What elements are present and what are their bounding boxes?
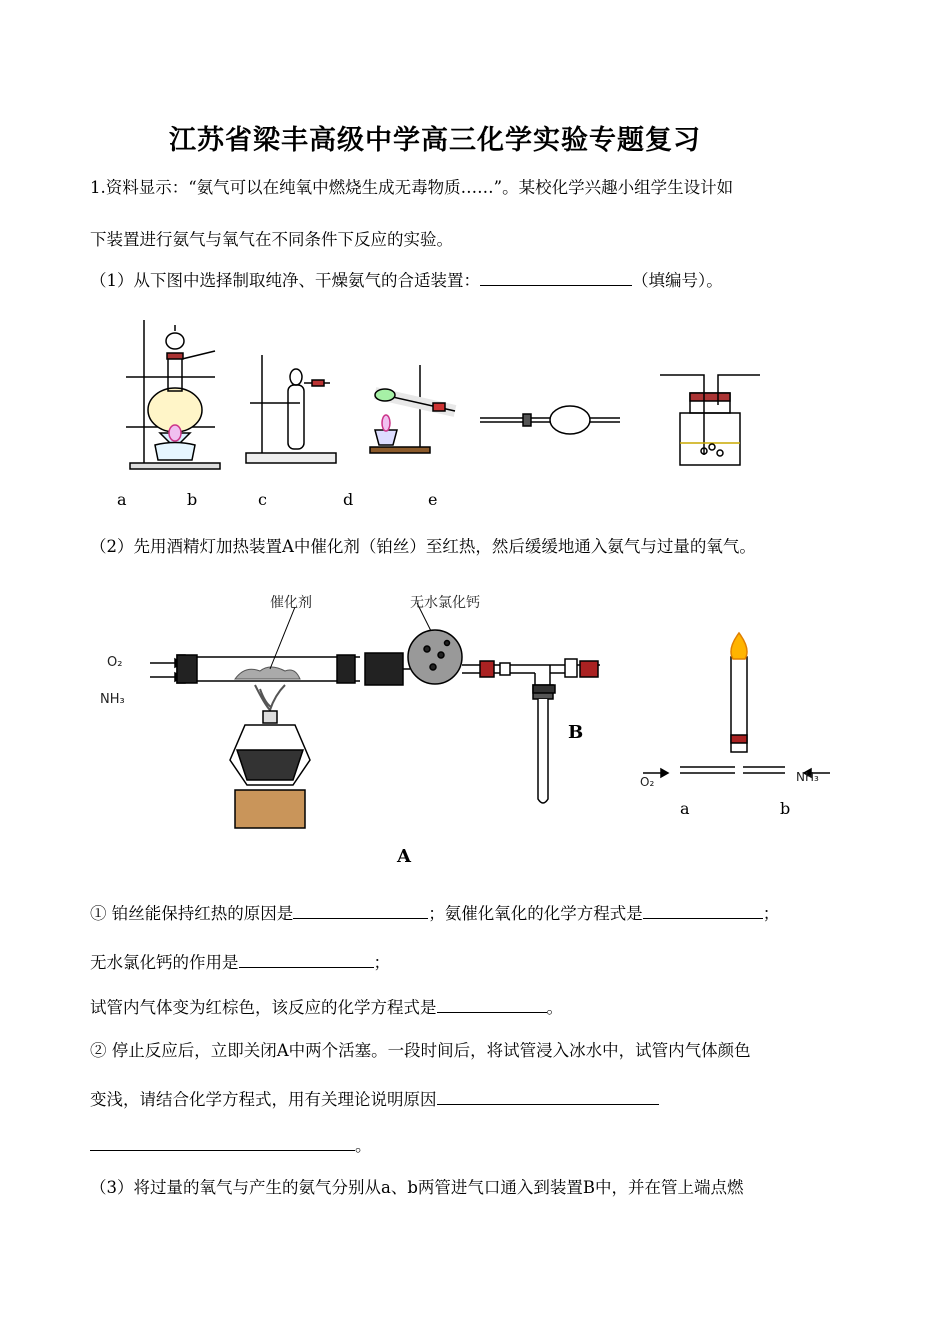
q1-p1-suffix: （填编号）。 <box>632 271 723 290</box>
apparatus-label-c: c <box>258 490 267 509</box>
answer-blank-2[interactable] <box>293 900 428 919</box>
question-1-part-1 <box>90 267 723 291</box>
question-1-part-2: （2）先用酒精灯加热装置A中催化剂（铂丝）至红热，然后缓缓地通入氨气与过量的氧气。 <box>90 537 756 556</box>
apparatus-label-e: e <box>428 490 438 509</box>
sub-question-2-line1: ② 停止反应后，立即关闭A中两个活塞。一段时间后，将试管浸入冰水中，试管内气体颜色 <box>90 1041 751 1060</box>
label-apparatus-A: A <box>397 846 411 867</box>
q1-p1-text: （1）从下图中选择制取纯净、干燥氨气的合适装置： <box>90 271 480 290</box>
label-anhydrous-cacl2: 无水氯化钙 <box>410 595 480 611</box>
sub-question-2-line2 <box>90 1086 659 1110</box>
label-catalyst: 催化剂 <box>270 595 312 611</box>
sub-question-red-brown <box>90 994 563 1018</box>
apparatus-c <box>370 365 455 453</box>
s1-text-c: ； <box>762 904 780 923</box>
sub-question-2-line3 <box>90 1132 372 1156</box>
apparatus-b <box>246 355 336 463</box>
question-1-part-3: （3）将过量的氧气与产生的氨气分别从a、b两管进气口通入到装置B中，并在管上端点燃 <box>90 1178 744 1197</box>
s3-text-a: 试管内气体变为红棕色，该反应的化学方程式是 <box>90 998 437 1017</box>
answer-blank-1[interactable] <box>480 267 632 286</box>
answer-blank-4[interactable] <box>239 949 374 968</box>
label-o2-inlet: O₂ <box>107 655 123 670</box>
apparatus-row-figure <box>120 315 780 480</box>
label-nh3-inlet: NH₃ <box>100 692 125 707</box>
s1-text-a: ① 铂丝能保持红热的原因是 <box>90 904 294 923</box>
label-apparatus-B: B <box>568 722 584 743</box>
page-title: 江苏省梁丰高级中学高三化学实验专题复习 <box>169 125 701 156</box>
sub-question-cacl2 <box>90 949 390 973</box>
answer-blank-5[interactable] <box>437 994 547 1013</box>
apparatus-label-b: b <box>187 490 198 509</box>
sub-question-1 <box>90 900 779 924</box>
s2-text-b: ； <box>373 953 390 972</box>
s6-end: 。 <box>355 1136 372 1155</box>
label-right-nh3: NH₃ <box>796 770 819 784</box>
answer-blank-3[interactable] <box>643 900 763 919</box>
reaction-apparatus-figure <box>95 585 855 835</box>
q1-intro-line2: 下装置进行氨气与氧气在不同条件下反应的实验。 <box>90 230 453 249</box>
label-right-o2: O₂ <box>640 775 655 789</box>
label-inlet-b: b <box>780 799 791 818</box>
label-inlet-a: a <box>680 799 690 818</box>
s2-text-a: 无水氯化钙的作用是 <box>90 953 239 972</box>
s1-text-b: ；氨催化氧化的化学方程式是 <box>428 904 643 923</box>
answer-blank-6[interactable] <box>437 1086 659 1105</box>
s3-text-b: 。 <box>546 998 563 1017</box>
answer-blank-7[interactable] <box>90 1132 355 1151</box>
apparatus-d <box>480 406 620 434</box>
apparatus-label-a: a <box>117 490 127 509</box>
apparatus-a <box>126 320 220 469</box>
q1-intro-line1: 1.资料显示：“氨气可以在纯氧中燃烧生成无毒物质……”。某校化学兴趣小组学生设计如 <box>90 178 734 197</box>
apparatus-label-d: d <box>343 490 354 509</box>
s5-text: 变浅，请结合化学方程式，用有关理论说明原因 <box>90 1090 437 1109</box>
apparatus-e <box>660 375 760 465</box>
